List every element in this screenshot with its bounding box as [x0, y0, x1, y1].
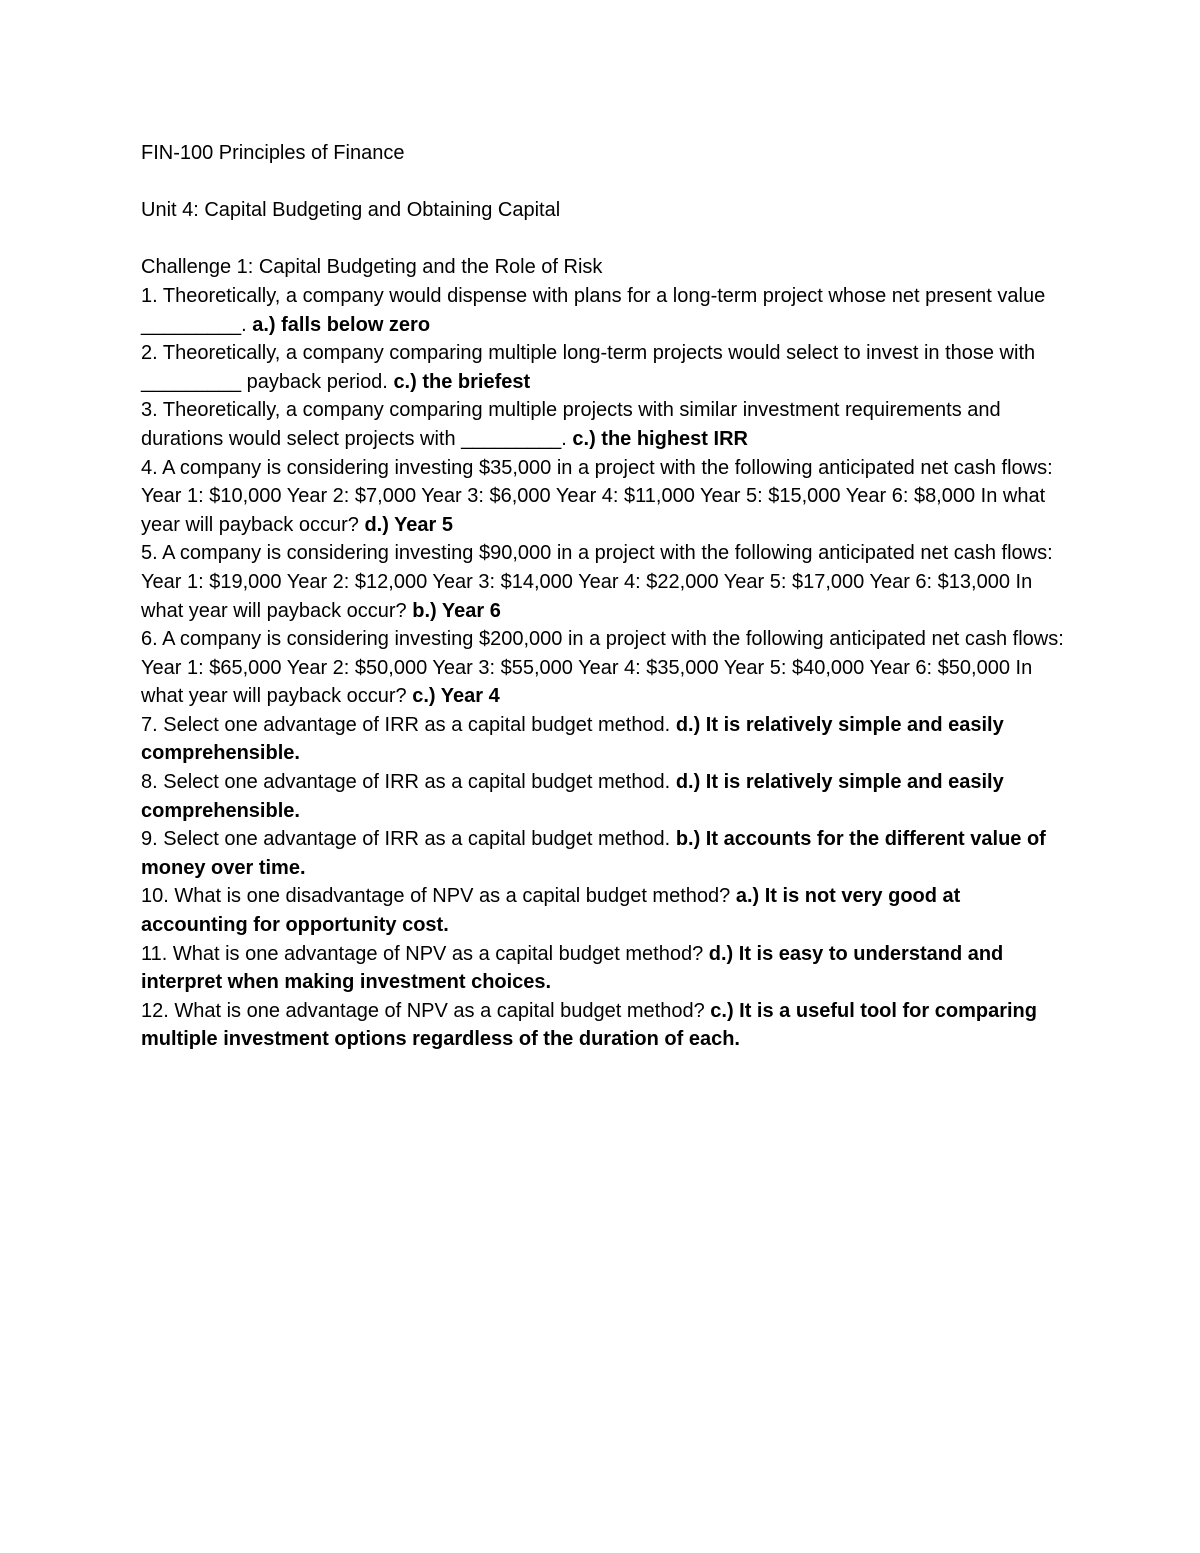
answer-text: c.) It is a useful tool for comparing multiple investment options regardless of the duration of each.: [141, 999, 1037, 1051]
question-text: 12. What is one advantage of NPV as a capital budget method?: [141, 999, 705, 1022]
answer-text: a.) It is not very good at accounting for opportunity cost.: [141, 885, 961, 937]
answer-text: d.) It is easy to understand and interpret when making investment choices.: [141, 942, 1004, 994]
question-9: [141, 825, 1071, 882]
unit-title: Unit 4: Capital Budgeting and Obtaining Capital: [141, 199, 561, 222]
question-text: 9. Select one advantage of IRR as a capital budget method.: [141, 828, 671, 851]
question-12: [141, 997, 1071, 1054]
answer-text: b.) Year 6: [412, 599, 501, 622]
question-text: 4. A company is considering investing $35,000 in a project with the following anticipated net cash flows: Year 1: $10,000 Year 2: $7,000 Year 3: $6,000 Year 4: $11,000 Year 5: $15,000 Year 6: $8,000 In what year will payback occur?: [141, 456, 1053, 536]
answer-text: c.) Year 4: [412, 685, 500, 708]
answer-text: a.) falls below zero: [252, 313, 431, 336]
question-text: 2. Theoretically, a company comparing multiple long-term projects would select to invest in those with _________ payback period.: [141, 342, 1036, 393]
answer-text: d.) Year 5: [364, 513, 454, 536]
question-7: [141, 711, 1071, 768]
question-5: [141, 539, 1071, 625]
question-text: 7. Select one advantage of IRR as a capital budget method.: [141, 713, 671, 736]
answer-text: d.) It is relatively simple and easily comprehensible.: [141, 771, 1004, 822]
question-6: [141, 625, 1071, 711]
question-2: [141, 339, 1071, 396]
answer-text: c.) the highest IRR: [572, 427, 748, 450]
question-text: 1. Theoretically, a company would dispense with plans for a long-term project whose net present value _________.: [141, 284, 1046, 336]
question-10: [141, 882, 1071, 939]
answer-text: c.) the briefest: [393, 370, 531, 393]
question-text: 8. Select one advantage of IRR as a capital budget method.: [141, 771, 671, 794]
question-11: [141, 940, 1071, 997]
question-text: 10. What is one disadvantage of NPV as a capital budget method?: [141, 885, 731, 908]
question-text: 3. Theoretically, a company comparing multiple projects with similar investment requirements and durations would select projects with _________.: [141, 399, 1001, 450]
question-text: 5. A company is considering investing $90,000 in a project with the following anticipated net cash flows: Year 1: $19,000 Year 2: $12,000 Year 3: $14,000 Year 4: $22,000 Year 5: $17,000 Year 6: $13,000 In what year will payback occur?: [141, 542, 1053, 622]
question-text: 11. What is one advantage of NPV as a capital budget method?: [141, 942, 704, 965]
answer-text: b.) It accounts for the different value of money over time.: [141, 828, 1046, 879]
answer-text: d.) It is relatively simple and easily comprehensible.: [141, 713, 1004, 765]
question-4: [141, 454, 1071, 540]
document-page: [141, 139, 1071, 1054]
challenge-title: Challenge 1: Capital Budgeting and the Role of Risk: [141, 256, 603, 279]
question-8: [141, 768, 1071, 825]
question-3: [141, 396, 1071, 453]
question-1: [141, 282, 1071, 339]
question-text: 6. A company is considering investing $200,000 in a project with the following anticipated net cash flows: Year 1: $65,000 Year 2: $50,000 Year 3: $55,000 Year 4: $35,000 Year 5: $40,000 Year 6: $50,000 In what year will payback occur?: [141, 628, 1064, 708]
course-title: FIN-100 Principles of Finance: [141, 142, 405, 164]
